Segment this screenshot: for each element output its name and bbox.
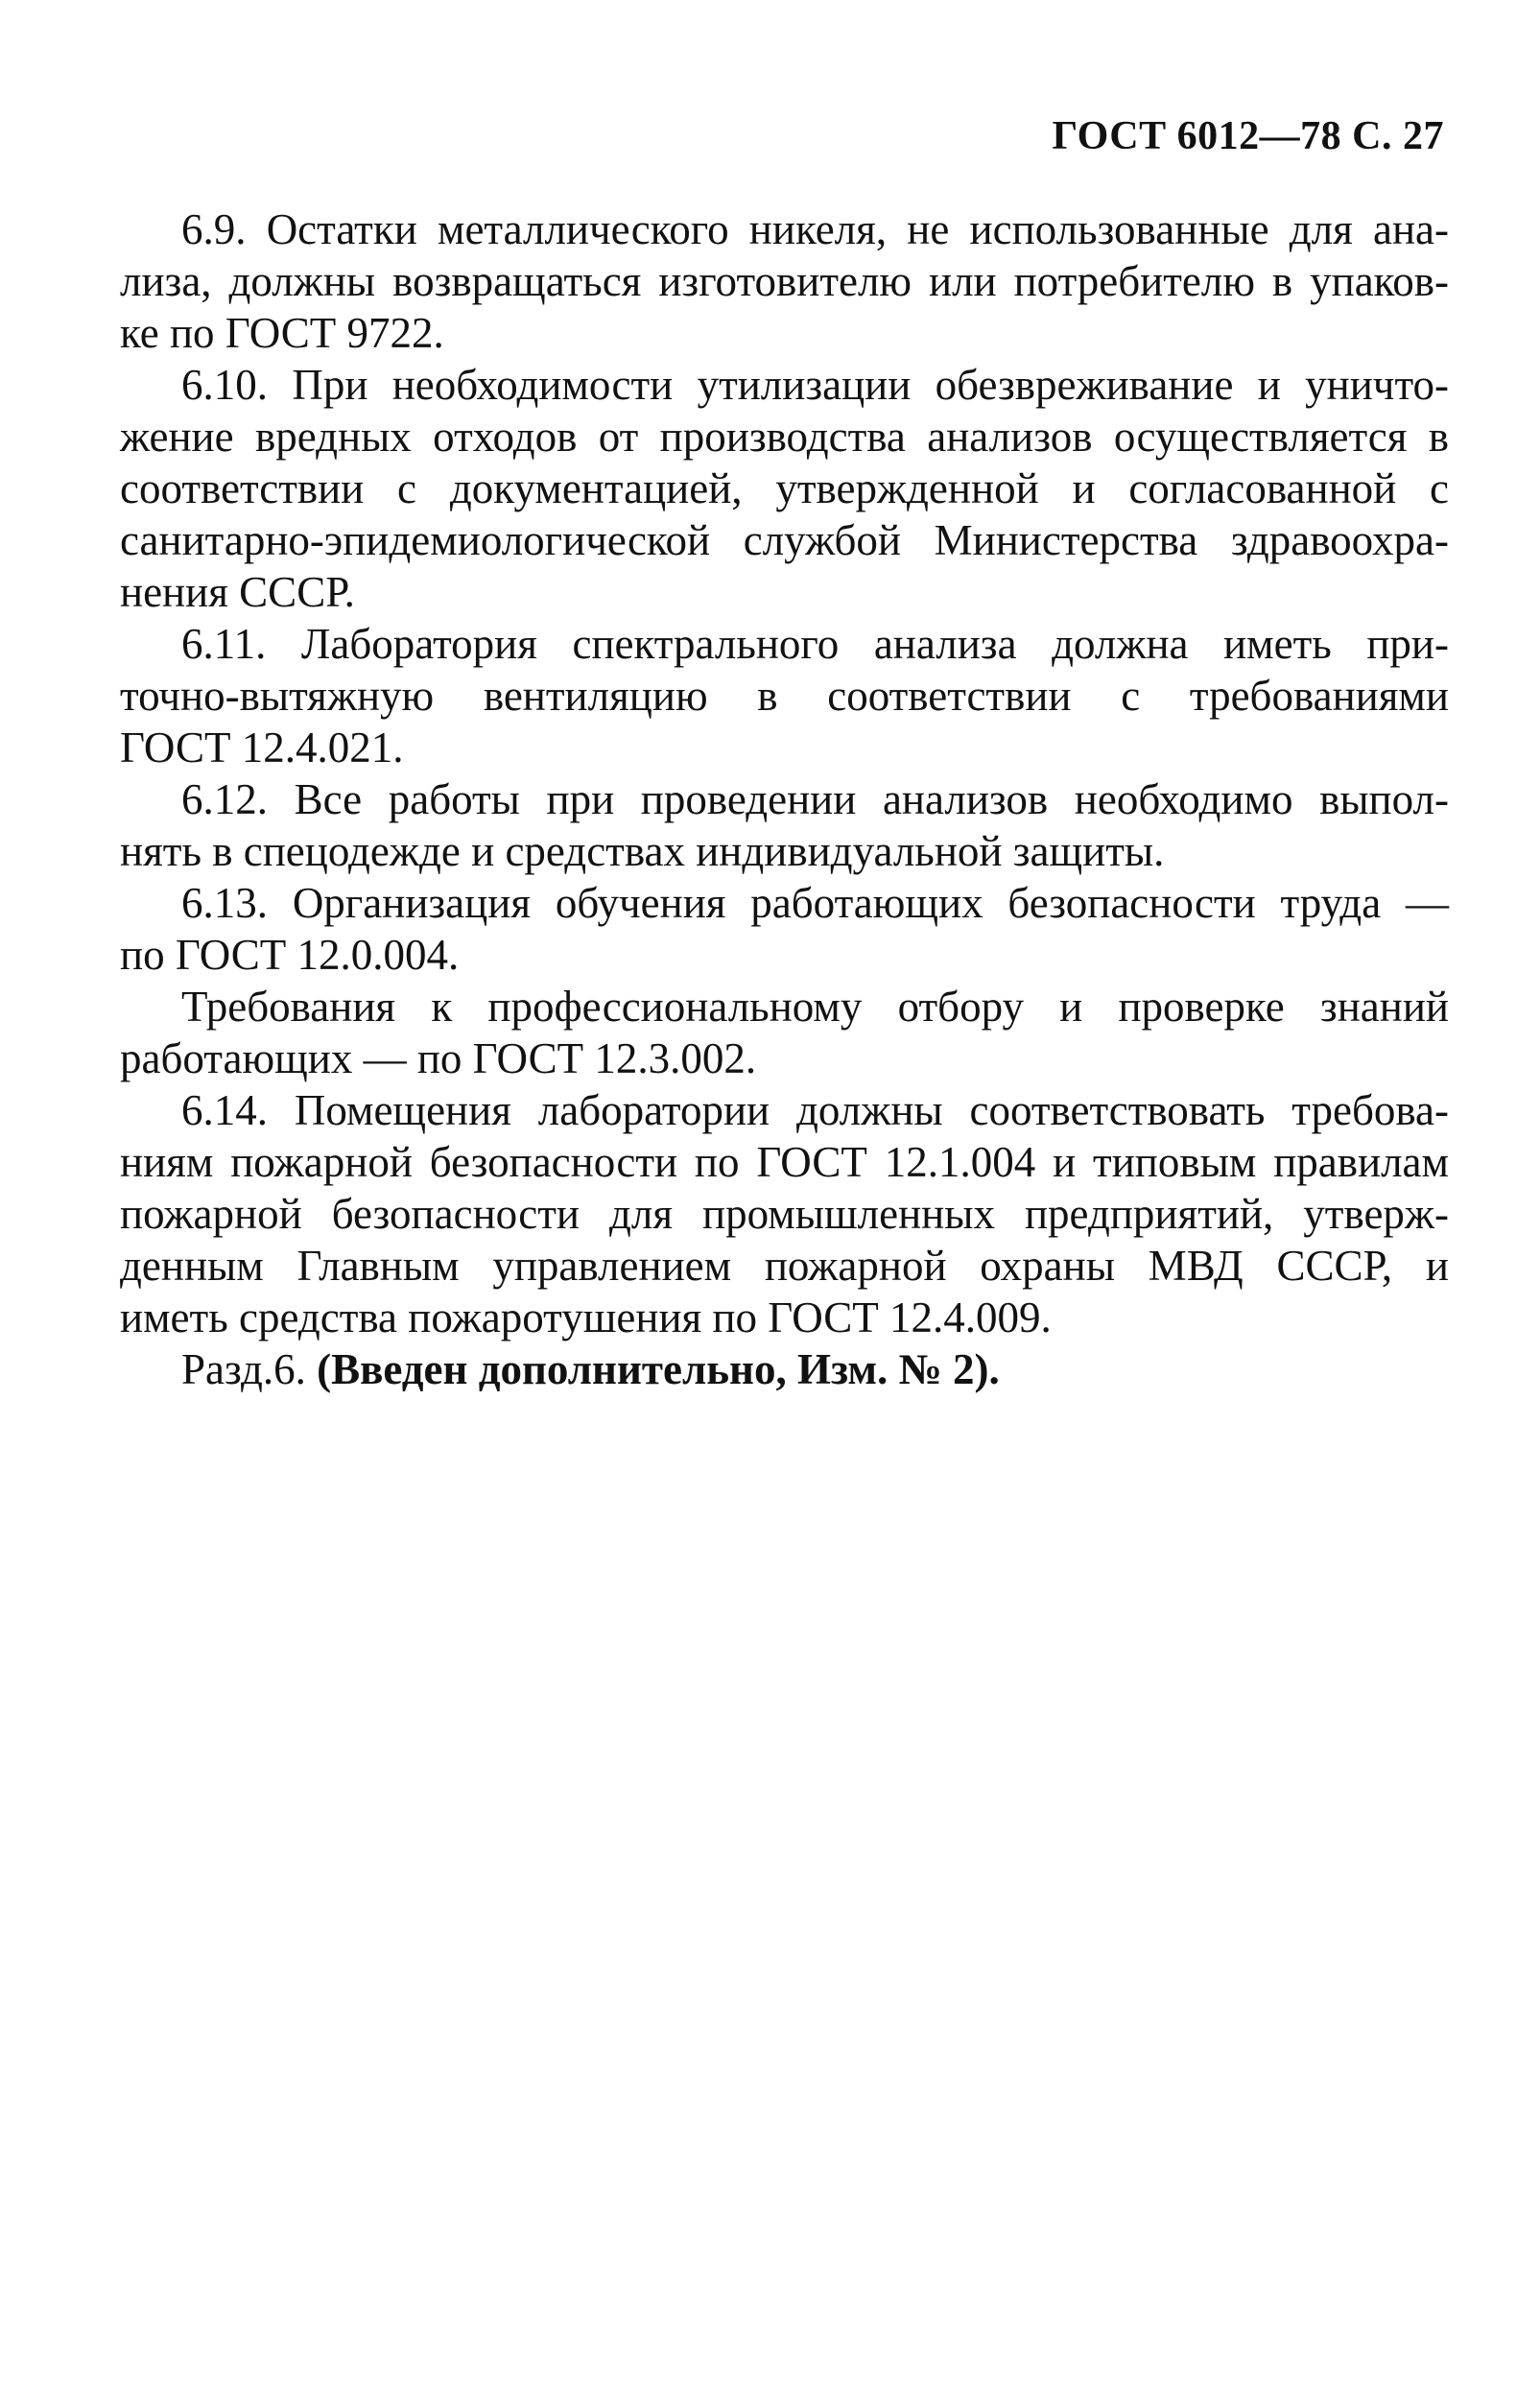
text-line: иметь средства пожаротушения по ГОСТ 12.4.009. — [120, 1293, 1052, 1341]
document-body — [120, 203, 1449, 1395]
text-line: пожарной безопасности для промышленных предприятий, утверж- — [120, 1190, 1449, 1238]
text-line: Требования к профессиональному отбору и проверке знаний — [181, 983, 1449, 1031]
text-line: работающих — по ГОСТ 12.3.002. — [120, 1034, 757, 1082]
amendment-text: (Введен дополнительно, Изм. № 2). — [317, 1345, 1000, 1393]
text-line: 6.12. Все работы при проведении анализов необходимо выпол- — [181, 775, 1449, 823]
amendment-prefix: Разд.6. — [181, 1345, 306, 1393]
text-line: лиза, должны возвращаться изготовителю или потребителю в упаков- — [120, 257, 1449, 305]
text-line: соответствии с документацией, утвержденной и согласованной с — [120, 464, 1449, 512]
page-header: ГОСТ 6012—78 С. 27 — [1052, 114, 1444, 158]
text-line: нять в спецодежде и средствах индивидуальной защиты. — [120, 827, 1165, 875]
text-line: жение вредных отходов от производства анализов осуществляется в — [120, 413, 1449, 461]
text-line: по ГОСТ 12.0.004. — [120, 931, 460, 979]
text-line: 6.9. Остатки металлического никеля, не использованные для ана- — [181, 205, 1449, 253]
text-line: ГОСТ 12.4.021. — [120, 724, 404, 771]
text-line: 6.11. Лаборатория спектрального анализа должна иметь при- — [181, 620, 1449, 668]
text-line: санитарно-эпидемиологической службой Министерства здравоохра- — [120, 516, 1449, 564]
text-line: 6.10. При необходимости утилизации обезвреживание и уничто- — [181, 361, 1449, 409]
text-line: денным Главным управлением пожарной охраны МВД СССР, и — [120, 1242, 1449, 1290]
text-line: 6.14. Помещения лаборатории должны соответствовать требова- — [181, 1086, 1449, 1134]
text-line: нения СССР. — [120, 568, 355, 616]
text-line: 6.13. Организация обучения работающих безопасности труда — — [181, 879, 1449, 927]
text-line: ке по ГОСТ 9722. — [120, 309, 444, 357]
text-line: точно-вытяжную вентиляцию в соответствии с требованиями — [120, 672, 1449, 720]
amendment-note — [120, 1343, 1449, 1395]
text-line: ниям пожарной безопасности по ГОСТ 12.1.004 и типовым правилам — [120, 1138, 1449, 1186]
